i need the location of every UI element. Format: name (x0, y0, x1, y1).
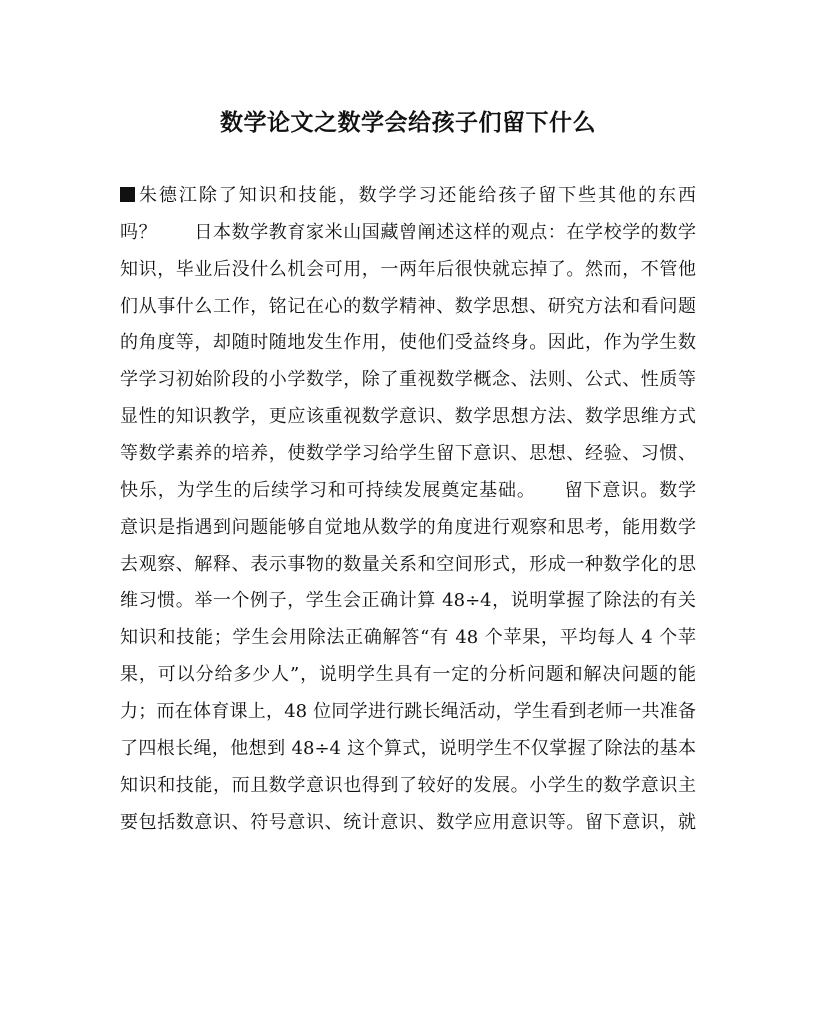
body-line: 们从事什么工作，铭记在心的数学精神、数学思想、研究方法和看问题 (120, 295, 696, 317)
body-line: 了四根长绳，他想到 48÷4 这个算式，说明学生不仅掌握了除法的基本 (120, 737, 696, 759)
body-line: 知识，毕业后没什么机会可用，一两年后很快就忘掉了。然而，不管他 (120, 258, 696, 280)
document-title: 数学论文之数学会给孩子们留下什么 (220, 110, 596, 136)
square-bullet-icon (120, 187, 135, 202)
body-line: 要包括数意识、符号意识、统计意识、数学应用意识等。留下意识，就 (120, 811, 696, 833)
body-line: 维习惯。举一个例子，学生会正确计算 48÷4，说明掌握了除法的有关 (120, 590, 696, 612)
body-line: 意识是指遇到问题能够自觉地从数学的角度进行观察和思考，能用数学 (120, 516, 696, 538)
body-line-text: 朱德江除了知识和技能，数学学习还能给孩子留下些其他的东西 (137, 185, 696, 206)
document-body (120, 180, 696, 843)
body-line: 力；而在体育课上，48 位同学进行跳长绳活动，学生看到老师一共准备 (120, 701, 696, 723)
body-line: 显性的知识教学，更应该重视数学意识、数学思想方法、数学思维方式 (120, 406, 696, 428)
body-line: 等数学素养的培养，使数学学习给学生留下意识、思想、经验、习惯、 (120, 443, 696, 465)
body-line: 吗？ 日本数学教育家米山国藏曾阐述这样的观点：在学校学的数学 (120, 221, 696, 243)
body-line: 学学习初始阶段的小学数学，除了重视数学概念、法则、公式、性质等 (120, 369, 696, 391)
body-line: 快乐，为学生的后续学习和可持续发展奠定基础。 留下意识。数学 (120, 479, 696, 501)
body-line: 知识和技能；学生会用除法正确解答“有 48 个苹果，平均每人 4 个苹 (120, 627, 696, 649)
body-line: 知识和技能，而且数学意识也得到了较好的发展。小学生的数学意识主 (120, 774, 696, 796)
body-line: 去观察、解释、表示事物的数量关系和空间形式，形成一种数学化的思 (120, 553, 696, 575)
body-line (120, 180, 696, 212)
body-line: 的角度等，却随时随地发生作用，使他们受益终身。因此，作为学生数 (120, 332, 696, 354)
body-line: 果，可以分给多少人”，说明学生具有一定的分析问题和解决问题的能 (120, 664, 696, 686)
